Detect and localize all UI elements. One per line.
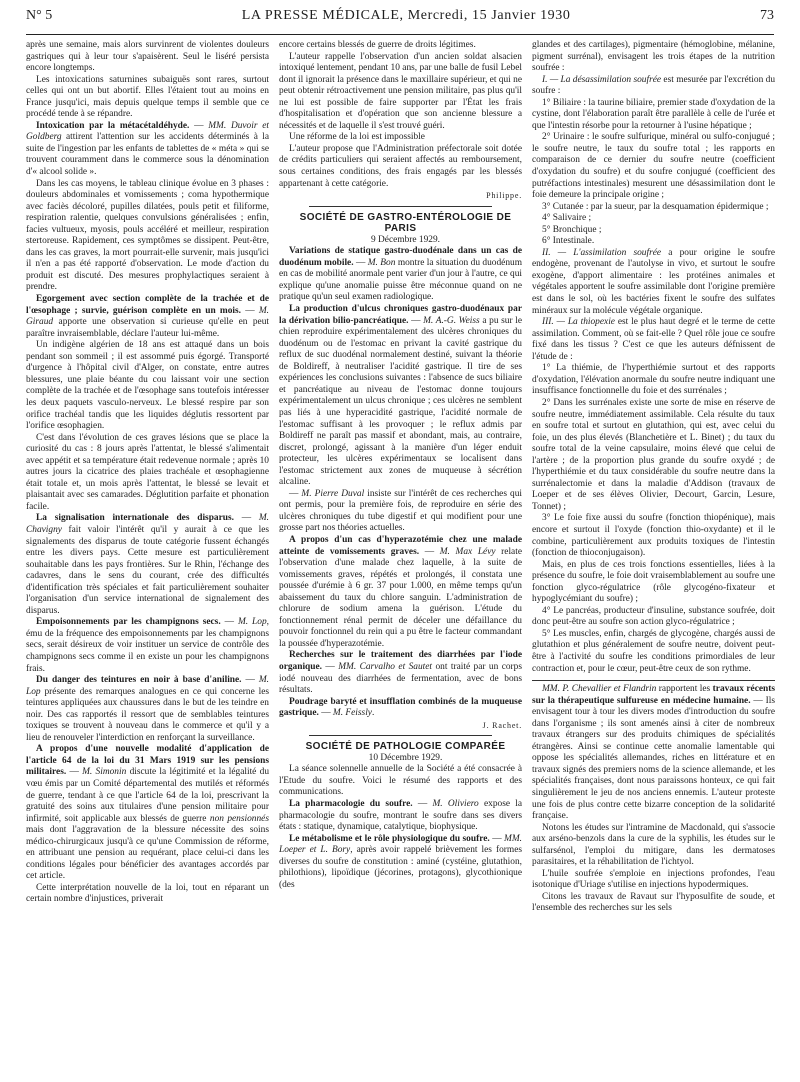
article-authors: M. Feissly: [332, 708, 372, 719]
paragraph: 4° Le pancréas, producteur d'insuline, substance soufrée, doit donc peut-être au soufre son action glyco-régulatrice ;: [532, 605, 775, 628]
paragraph: 2° Dans les surrénales existe une sorte de mise en réserve de soufre neutre, immédiatement assimilable. Cela résulte du taux en soufre total et surtout en glutathion, qui est, avec celui du foie, un des plus élevés (Blanchetière et L. Binet) ; du taux du soufre total de la veine capsulaire, moins élevé que celui de l'artère ; de la proportion plus grande du soufre oxydé ; de l'hyperthiémie et du taux considérable du soufre neutre dans la surrénalectomie et dans la maladie d'Addison (travaux de Loeper et de ses élèves Olivier, Decourt, Garcin, Lesure, Tonnet) ;: [532, 397, 775, 512]
paragraph: 5° Bronchique ;: [542, 224, 602, 235]
paragraph-text: a pour origine le soufre endogène, provenant de l'autolyse in vivo, et surtout le soufre exogène, d'apport alimentaire : les protéines animales et végétales apportent le soufre assimilable dont l'origine première est dans le sol, où les bactéries fixent le soufre des sulfates minéraux sur la molécule végétale organique.: [532, 247, 775, 316]
page-header: [26, 8, 774, 30]
columns: [26, 40, 776, 1070]
article-title: Poudrage baryté et insufflation combinés de la muqueuse gastrique.: [279, 696, 522, 719]
paragraph: Une réforme de la loi est impossible: [289, 132, 425, 143]
paragraph: [532, 75, 775, 98]
article-pharmacologie: La pharmacologie du soufre. — M. Oliviero expose la pharmacologie du soufre, montrant le soufre dans ses divers états : statique, dynamique, catalytique, biophysique.: [279, 799, 522, 833]
article-title: A propos d'un cas d'hyperazotémie chez une malade atteinte de vomissements graves.: [279, 534, 522, 557]
header-rule: [26, 34, 774, 35]
article-authors: M. Max Lévy: [439, 546, 496, 557]
paragraph: après une semaine, mais alors survinrent de violentes douleurs gastriques qui à leur tour s'apaisèrent. Seul le liséré persista encore longtemps.: [26, 40, 269, 74]
article-authors: M. Lop: [26, 675, 269, 697]
article-body: , ému de la fréquence des empoisonnements par les champignons secs, serait désireux de voir instituer un service de contrôle des champignons secs comme il en existe un pour les champignons frais.: [26, 617, 269, 674]
article-body: discute la légitimité et la légalité du vœu émis par un Comité départemental des mutilés et réformés de guerre, tendant à ce que l'article 64 de la loi, prescrivant la gratuité des soins aux titulaires d'une pension militaire pour infirmité, soit applicable aux blessés de guerre: [26, 767, 269, 824]
article-champignons: Empoisonnements par les champignons secs. — M. Lop, ému de la fréquence des empoisonnements par les champignons secs, serait désireux de voir instituer un service de contrôle des champignons secs comme il en existe un pour les champignons frais.: [26, 617, 269, 674]
article-authors: M. Oliviero: [432, 799, 479, 809]
article-poudrage: Poudrage baryté et insufflation combinés de la muqueuse gastrique. — M. Feissly.: [279, 696, 522, 719]
article-body: attirent l'attention sur les accidents déterminés à la suite de l'ingestion par les enfants de tablettes de « méta » qui se trouvent couramment dans le commerce sous la dénomination d'« alcool solide ».: [26, 132, 269, 178]
paragraph: 3° Le foie fixe aussi du soufre (fonction thiopénique), mais encore et surtout il l'oxyde (fonction thio-oxydante) et il le combine, particulièrement aux produits toxiques de l'intestin (fonction de thioconjugaison).: [532, 513, 775, 559]
page-number: 73: [760, 8, 774, 23]
article-body: ont traité par un corps iodé nouveau des diarrhées de fermentation, avec de bons résultats.: [279, 661, 522, 696]
article-body: expose la pharmacologie du soufre, montrant le soufre dans ses divers états : statique, dynamique, catalytique, biophysique.: [279, 799, 522, 833]
section-date: 10 Décembre 1929.: [368, 752, 443, 763]
article-title: Intoxication par la métacétaldéhyde.: [36, 120, 190, 131]
paragraph: 6° Intestinale.: [542, 236, 595, 247]
article-divider: [532, 680, 775, 681]
section-divider: [309, 206, 492, 207]
article-hyperazotemie: A propos d'un cas d'hyperazotémie chez une malade atteinte de vomissements graves. — M. Max Lévy relate l'observation d'une malade chez laquelle, à la suite de vomissements graves, répétés et prolongés, il constata une poussée d'urémie à 6 gr. 37 pour 1.000, en même temps qu'un abaissement du taux du chlore sanguin. L'administration de chlorure de sodium amena la guérison. L'étude du fonctionnement rénal permit de déceler une défaillance du pouvoir fonctionnel du rein qui a pu être le facteur commandant la poussée d'hyperazotémie.: [279, 534, 522, 649]
paragraph: L'auteur rappelle l'observation d'un ancien soldat alsacien intoxiqué lentement, pendant 10 ans, par une balle de fusil Lebel dont il ignorait la présence dans le maxillaire supérieur, et qui ne peut obtenir rétroactivement une pension militaire, pas plus qu'il ne lui est possible de faire supporter par l'État les frais d'hospitalisation et d'opération que son ancienne blessure a nécessités et de laquelle il s'est trouvé guéri.: [279, 51, 522, 131]
paragraph: Mais, en plus de ces trois fonctions essentielles, liées à la présence du soufre, le foie doit vraisemblablement au soufre une fonction glyco-régulatrice (rôle glycogéno-fixateur et hypoglycémiant du soufre) ;: [532, 559, 775, 605]
subheading: I. — La désassimilation soufrée: [542, 74, 662, 85]
article-ulcus: La production d'ulcus chroniques gastro-duodénaux par la dérivation bilio-pancréatique. — M. A.-G. Weiss a pu sur le chien reproduire expérimentalement des ulcères chroniques du duodénum ou de l'estomac en privant la cavité gastrique du reflux de suc duodénal normalement destiné, suivant la théorie de Boldireff, à neutraliser l'acidité gastrique. Il tire de ses expériences les conclusions suivantes : l'absence de sucs biliaire et pancréatique au niveau de l'estomac donne toujours expérimentalement un ulcus chronique ; ces ulcères ne semblent pas liés à une hyperacidité gastrique, l'acidité normale de l'estomac suffisant à les provoquer ; le reflux admis par Boldireff ne paraît pas massif et abondant, mais, au contraire, discret, prolongé, agissant à la manière d'un léger enduit protecteur, les ulcères expérimentaux se localisent dans l'estomac strictement aux zones de muqueuse à sécrétion alcaline.: [279, 304, 522, 488]
article-title: Du danger des teintures en noir à base d'aniline.: [36, 675, 242, 686]
article-authors: M. Bon: [367, 257, 396, 268]
article-authors: M. Giraud: [26, 305, 269, 328]
article-metacetaldehyde: Intoxication par la métacétaldéhyde. — MM. Duvoir et Goldberg attirent l'attention sur les accidents déterminés à la suite de l'ingestion par les enfants de tablettes de « méta » qui se trouvent couramment dans le commerce sous la dénomination d'« alcool solide ».: [26, 120, 269, 178]
article-authors: M. Pierre Duval: [301, 488, 365, 499]
article-title: La signalisation internationale des disparus.: [36, 513, 234, 524]
article-body: présente des remarques analogues en ce qui concerne les teintures appliquées aux chaussures dans le but de les teindre en noir. Des cas rapportés il ressort que de semblables teintures toxiques se trouvent à nouveau dans le commerce et qu'il y a lieu de renouveler l'interdiction en renforçant la surveillance.: [26, 686, 269, 743]
paragraph: [532, 248, 775, 317]
article-title: A propos d'une nouvelle modalité d'application de l'article 64 de la loi du 31 Mars 1919 sur les pensions militaires.: [26, 744, 269, 778]
article-body: relate l'observation d'une malade chez laquelle, à la suite de vomissements graves, répétés et prolongés, il constata une poussée d'urémie à 6 gr. 37 pour 1.000, en même temps qu'un abaissement du taux du chlore sanguin. L'administration de chlorure de sodium amena la guérison. L'étude du fonctionnement rénal permit de déceler une défaillance du pouvoir fonctionnel du rein qui a pu être le facteur commandant la poussée d'hyperazotémie.: [279, 546, 522, 649]
journal-title: LA PRESSE MÉDICALE, Mercredi, 15 Janvier 1930: [241, 8, 571, 23]
article-pensions: A propos d'une nouvelle modalité d'application de l'article 64 de la loi du 31 Mars 1919 sur les pensions militaires. — M. Simonin discute la légitimité et la légalité du vœu émis par un Comité départemental des mutilés et réformés de guerre, tendant à ce que l'article 64 de la loi, prescrivant la gratuité des soins aux titulaires d'une pension militaire pour infirmité, soit applicable aux blessés de guerre non pensionnés mais dont l'aggravation de la blessure nécessite des soins médico-chirurgicaux jusqu'à ce qu'une Commission de réforme, en attribuant une pension au requérant, place celui-ci dans les conditions légales pour bénéficier des avantages accordés par cet article.: [26, 744, 269, 882]
article-title: La pharmacologie du soufre.: [289, 799, 413, 809]
article-emphasis: non pensionnés: [209, 813, 269, 824]
column-2: [279, 40, 522, 1070]
paragraph: Citons les travaux de Ravaut sur l'hyposulfite de soude, et l'ensemble des recherches sur les sels: [532, 891, 775, 914]
paragraph: glandes et des cartilages), pigmentaire (hémoglobine, mélanine, pigment surrénal), envisagent les trois étapes de la nutrition soufrée :: [532, 40, 775, 74]
article-body: apporte une observation si curieuse qu'elle en peut paraître invraisemblable, déclare l'auteur lui-même.: [26, 317, 269, 339]
paragraph: Cette interprétation nouvelle de la loi, tout en réparant un certain nombre d'injustices, priverait: [26, 882, 269, 905]
paragraph: 2° Urinaire : le soufre sulfurique, minéral ou sulfo-conjugué ; le soufre neutre, le taux du soufre total ; les rapports en comparaison de ce dernier du soufre neutre (coefficient d'oxydation du soufre) et du soufre conjugué (coefficient des putréfactions intestinales) mesurent une désassimilation dont le foie demeure la principale origine ;: [532, 132, 775, 201]
issue-number: N° 5: [26, 8, 53, 23]
paragraph: C'est dans l'évolution de ces graves lésions que se place la curiosité du cas : 8 jours après l'attentat, le blessé s'alimentait avec appétit et sa température était redevenue normale ; après 10 autres jours la cicatrice des plaies trachéale et œsophagienne était totale et, un mois après l'attentat, le blessé se levait et plaisantait avec ses camarades. Déglutition parfaite et phonation facile.: [26, 432, 269, 512]
article-title: Variations de statique gastro-duodénale dans un cas de duodénum mobile.: [279, 246, 522, 268]
paragraph: encore certains blessés de guerre de droits légitimes.: [279, 40, 476, 50]
column-1: [26, 40, 269, 1070]
paragraph: 3° Cutanée : par la sueur, par la desquamation épidermique ;: [542, 201, 769, 212]
article-body: montre la situation du duodénum en cas de mobilité anormale pent varier d'un jour à l'autre, ce qui explique qu'une anomalie puisse être méconnue quand on ne pratique qu'un seul examen radiologique.: [279, 257, 522, 303]
paragraph: 1° Biliaire : la taurine biliaire, premier stade d'oxydation de la cystine, dont l'élaboration paraît être parallèle à celle de l'urée et que l'intestin résorbe pour la retourner à l'usine hépatique ;: [532, 97, 775, 131]
article-duodenum: Variations de statique gastro-duodénale dans un cas de duodénum mobile. — M. Bon montre la situation du duodénum en cas de mobilité anormale pent varier d'un jour à l'autre, ce qui explique qu'une anomalie puisse être méconnue quand on ne pratique qu'un seul examen radiologique.: [279, 246, 522, 303]
paragraph: L'auteur propose que l'Administration préfectorale soit dotée de crédits particuliers qui seraient affectés au remboursement, sous certaines conditions, des frais engagés par les blessés appartenant à cette catégorie.: [279, 143, 522, 189]
article-authors: M. Chavigny: [26, 513, 269, 535]
paragraph: Dans les cas moyens, le tableau clinique évolue en 3 phases : douleurs abdominales et vomissements ; coma hypothermique avec faciès décoloré, pupilles dilatées, pouls petit et filiforme, respiration ralentie, quelques convulsions généralisées ; enfin, facies vultueux, myosis, pouls accéléré et meilleur, respiration stertoreuse. Rapidement, ces symptômes se dissipent. Peut-être, dans les cas graves, la mort pourrait-elle survenir, mais jusqu'ici il n'en a pas été rapporté d'observation. Le mode d'action du produit est discuté. Des mesures prophylactiques seraient à prendre.: [26, 178, 269, 293]
signature: J. Rachet.: [482, 720, 522, 730]
subheading: II. — L'assimilation soufrée: [542, 247, 662, 258]
paragraph: L'huile soufrée s'emploie en injections profondes, l'eau isotonique d'Uriage s'utilise en injections hypodermiques.: [532, 868, 775, 891]
article-body: fait valoir l'intérêt qu'il y aurait à ce que les signalements des disparus de toute catégorie fussent échangés entre les divers pays. Cette mesure est particulièrement souhaitable dans les pays frontières. Sur le Rhin, l'échange des cadavres, dans le sens du courant, crée des difficultés d'identification très spéciales et fait particulièrement souhaiter l'organisation d'un service international de signalement des disparus.: [26, 524, 269, 616]
article-egorgement: Egorgement avec section complète de la trachée et de l'œsophage ; survie, guérison complète en un mois. — M. Giraud apporte une observation si curieuse qu'elle en peut paraître invraisemblable, déclare l'auteur lui-même.: [26, 294, 269, 339]
paragraph-text: est mesurée par l'excrétion du soufre :: [532, 74, 775, 97]
article-title: La production d'ulcus chroniques gastro-duodénaux par la dérivation bilio-pancréatique.: [279, 304, 522, 326]
paragraph: Les intoxications saturnines subaiguës sont rares, surtout celles qui ont un but abortif. Elles l'étaient tout au moins en France jusqu'ici, mais depuis quelque temps il semble que ce procédé tende à se répandre.: [26, 74, 269, 120]
article-title: Recherches sur le traitement des diarrhées par l'iode organique.: [279, 650, 522, 672]
column-3: [532, 40, 775, 1070]
article-title: travaux récents sur la thérapeutique sulfureuse en médecine humaine.: [532, 684, 775, 706]
signature: Philippe.: [486, 191, 522, 201]
section-divider: [309, 735, 492, 736]
paragraph-text: est le plus haut degré et le terme de cette assimilation. Comment, où se fait-elle ? Quel rôle joue ce soufre fixé dans les tissus ? C'est ce que les auteurs défnissent de l'étude de :: [532, 317, 775, 362]
paragraph: Notons les études sur l'intramine de Macdonald, qui s'associe aux arséno-benzols dans la cure de la syphilis, les études sur le sulfarsénol, l'emploi du mitigare, dans les dermatoses parasitaires, et la réhabilitation de l'ichtyol.: [532, 822, 775, 868]
article-authors: MM. P. Chevallier et Flandrin: [542, 684, 657, 695]
article-title: Le métabolisme et le rôle physiologique du soufre.: [289, 833, 490, 844]
article-title: Egorgement avec section complète de la trachée et de l'œsophage ; survie, guérison complète en un mois.: [26, 294, 269, 316]
paragraph: — M. Pierre Duval insiste sur l'intérêt de ces recherches qui ont permis, pour la première fois, de reproduire en série des ulcères chroniques du tube digestif et qui modifient pour une grosse part nos théories actuelles.: [279, 488, 522, 534]
section-title: SOCIÉTÉ DE PATHOLOGIE COMPARÉE: [305, 741, 506, 753]
article-authors: MM. Duvoir et Goldberg: [26, 120, 269, 143]
paragraph: La séance solennelle annuelle de la Société a été consacrée à l'Etude du soufre. Voici le résumé des rapports et des communications.: [279, 764, 522, 798]
article-authors: M. Simonin: [82, 767, 127, 778]
article-body: mais dont l'aggravation de la blessure nécessite des soins médico-chirurgicaux jusqu'à ce qu'une Commission de réforme, en attribuant une pension au requérant, place celui-ci dans les conditions légales pour bénéficier des avantages accordés par cet article.: [26, 825, 269, 882]
article-authors: MM. Loeper et L. Bory: [279, 833, 522, 856]
paragraph: 5° Les muscles, enfin, chargés de glycogène, chargés aussi de glutathion et plus généralement de soufre neutre, doivent peut-être à l'activité du soufre les conditions primordiales de leur contraction et, pour le cœur, peut-être ceux de son rythme.: [532, 628, 775, 674]
article-diarrhees: Recherches sur le traitement des diarrhées par l'iode organique. — MM. Carvalho et Sautet ont traité par un corps iodé nouveau des diarrhées de fermentation, avec de bons résultats.: [279, 650, 522, 696]
section-title: SOCIÉTÉ DE GASTRO-ENTÉROLOGIE DE PARIS: [299, 211, 512, 235]
paragraph: 4° Salivaire ;: [542, 213, 592, 224]
article-body: — Ils envisagent tour à tour les divers modes d'introduction du soufre dans l'organisme ; ils sont amenés ainsi à citer de nombreux travaux étrangers sur des produits chimiques de spécialités étrangères. Ainsi se continue cette anomalie lamentable qui oppose les spécialités allemandes, riches en littérature et en travaux signés des premiers noms de la science allemande, et les spécialités françaises, dont nous paraissons honteux, ce qui fait singulièrement le jeu de nos anciens ennemis. L'auteur proteste une fois de plus contre cette bizarre conception de la solidarité française.: [532, 695, 775, 822]
paragraph: Un indigène algérien de 18 ans est attaqué dans un bois pendant son sommeil ; il est assommé puis égorgé. Transporté d'urgence à l'hôpital civil d'Alger, on constate, entre autres blessures, une plaie béante du cou laissant voir une section complète de la trachée et de l'œsophage sans toutefois intéresser les deux paquets vasculo-nerveux. Le blessé respire par son orifice trachéal tandis que les liquides déglutis ressortent par l'orifice œsophagien.: [26, 340, 269, 432]
paragraph: [532, 317, 775, 363]
section-date: 9 Décembre 1929.: [371, 234, 440, 245]
article-title: Empoisonnements par les champignons secs.: [36, 617, 221, 628]
article-therapeutique: [532, 684, 775, 823]
article-body: insiste sur l'intérêt de ces recherches qui ont permis, pour la première fois, de reproduire en série des ulcères chroniques du tube digestif et qui modifient pour une grosse part nos théories actuelles.: [279, 488, 522, 534]
article-authors: MM. Carvalho et Sautet: [338, 661, 433, 672]
article-teintures: Du danger des teintures en noir à base d'aniline. — M. Lop présente des remarques analogues en ce qui concerne les teintures appliquées aux chaussures dans le but de les teindre en noir. Des cas rapportés il ressort que de semblables teintures toxiques se trouvent à nouveau dans le commerce et qu'il y a lieu de renouveler l'interdiction en renforçant la surveillance.: [26, 675, 269, 743]
article-authors: M. A.-G. Weiss: [423, 315, 480, 326]
article-metabolisme: Le métabolisme et le rôle physiologique du soufre. — MM. Loeper et L. Bory, après avoir rappelé brièvement les formes diverses du soufre de constitution : aminé (cystéine, glutathion, philothions), lipoïdique (jécorines, protagons), glycothionique (des: [279, 833, 522, 890]
paragraph: 1° La thiémie, de l'hyperthiémie surtout et des rapports d'oxydation, l'élévation anormale du soufre neutre indiquant une insuffisance fonctionnelle du foie et des surrénales ;: [532, 363, 775, 397]
article-body: , après avoir rappelé brièvement les formes diverses du soufre de constitution : aminé (cystéine, glutathion, philothions), lipoïdique (jécorines, protagons), glycothionique (des: [279, 845, 522, 890]
article-signalisation: La signalisation internationale des disparus. — M. Chavigny fait valoir l'intérêt qu'il y aurait à ce que les signalements des disparus de toute catégorie fussent échangés entre les divers pays. Cette mesure est particulièrement souhaitable dans les pays frontières. Sur le Rhin, l'échange des cadavres, dans le sens du courant, crée des difficultés d'identification très spéciales et fait particulièrement souhaiter l'organisation d'un service international de signalement des disparus.: [26, 513, 269, 616]
article-body: a pu sur le chien reproduire expérimentalement des ulcères chroniques du duodénum ou de l'estomac en privant la cavité gastrique du reflux de suc duodénal normalement destiné, suivant la théorie de Boldireff, à neutraliser l'acidité gastrique. Il tire de ses expériences les conclusions suivantes : l'absence de sucs biliaire et pancréatique au niveau de l'estomac donne toujours expérimentalement un ulcus chronique ; ces ulcères ne semblent pas liés à une hyperacidité gastrique, l'acidité normale de l'estomac suffisant à les provoquer ; le reflux admis par Boldireff ne paraît pas massif et abondant, mais, au contraire, discret, prolongé, agissant à la manière d'un léger enduit protecteur, les ulcères expérimentaux se localisent dans l'estomac strictement aux zones de muqueuse à sécrétion alcaline.: [279, 315, 522, 488]
article-authors: M. Lop: [237, 617, 267, 628]
article-body: rapportent les: [658, 684, 711, 695]
subheading: III. — La thiopexie: [542, 317, 615, 328]
